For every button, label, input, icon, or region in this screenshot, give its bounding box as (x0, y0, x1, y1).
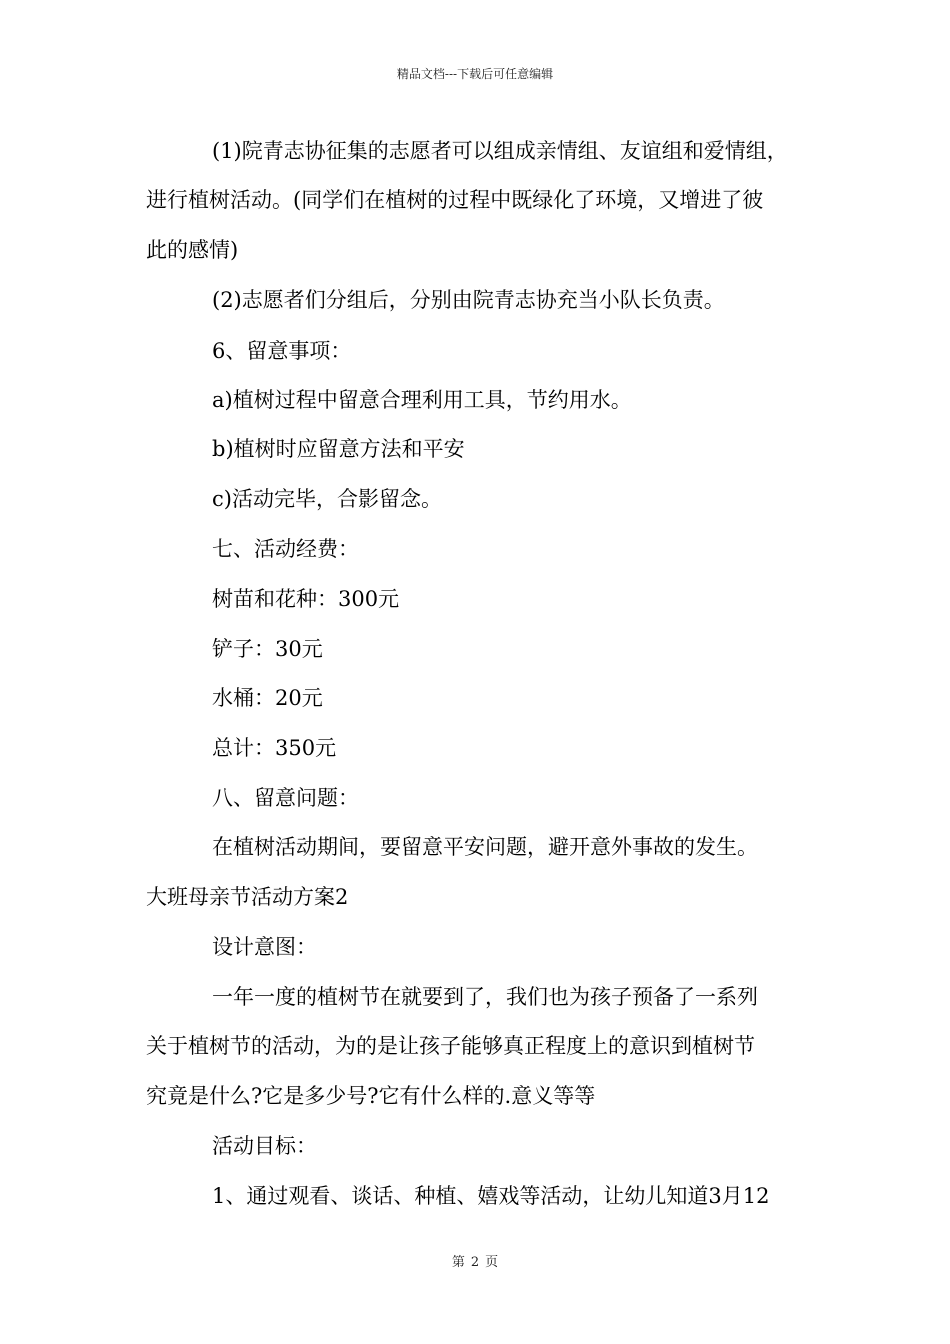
budget-item: 水桶：20元 (212, 686, 323, 710)
document-title: 大班母亲节活动方案2 (146, 885, 349, 909)
section-heading: 七、活动经费： (212, 537, 359, 561)
paragraph-line: 1、通过观看、谈话、种植、嬉戏等活动，让幼儿知道3月12 (212, 1184, 770, 1208)
section-heading: 设计意图： (212, 935, 317, 959)
page-label-suffix: 页 (485, 1255, 499, 1270)
page-header: 精品文档---下载后可任意编辑 (396, 67, 554, 81)
paragraph-line: (2)志愿者们分组后，分别由院青志协充当小队长负责。 (212, 288, 725, 312)
paragraph-line: a)植树过程中留意合理利用工具，节约用水。 (212, 388, 632, 412)
paragraph-line: 究竟是什么?它是多少号?它有什么样的.意义等等 (146, 1084, 596, 1108)
budget-total: 总计：350元 (212, 736, 337, 760)
budget-item: 树苗和花种：300元 (212, 587, 400, 611)
budget-item: 铲子：30元 (212, 637, 323, 661)
paragraph-line: b)植树时应留意方法和平安 (212, 437, 465, 461)
section-heading: 八、留意问题： (212, 786, 359, 810)
paragraph-line: 一年一度的植树节在就要到了，我们也为孩子预备了一系列 (212, 985, 758, 1009)
page-label-prefix: 第 (451, 1255, 465, 1270)
page-footer (0, 1254, 950, 1272)
paragraph-line: 在植树活动期间，要留意平安问题，避开意外事故的发生。 (212, 835, 758, 859)
paragraph-line: 此的感情) (146, 238, 239, 262)
paragraph-line: 进行植树活动。(同学们在植树的过程中既绿化了环境，又增进了彼 (146, 188, 764, 212)
section-heading: 6、留意事项： (212, 339, 352, 363)
paragraph-line: 关于植树节的活动，为的是让孩子能够真正程度上的意识到植树节 (146, 1034, 755, 1058)
page-number: 2 (470, 1255, 480, 1270)
paragraph-line: (1)院青志协征集的志愿者可以组成亲情组、友谊组和爱情组， (212, 139, 788, 163)
section-heading: 活动目标： (212, 1134, 317, 1158)
paragraph-line: c)活动完毕，合影留念。 (212, 487, 442, 511)
